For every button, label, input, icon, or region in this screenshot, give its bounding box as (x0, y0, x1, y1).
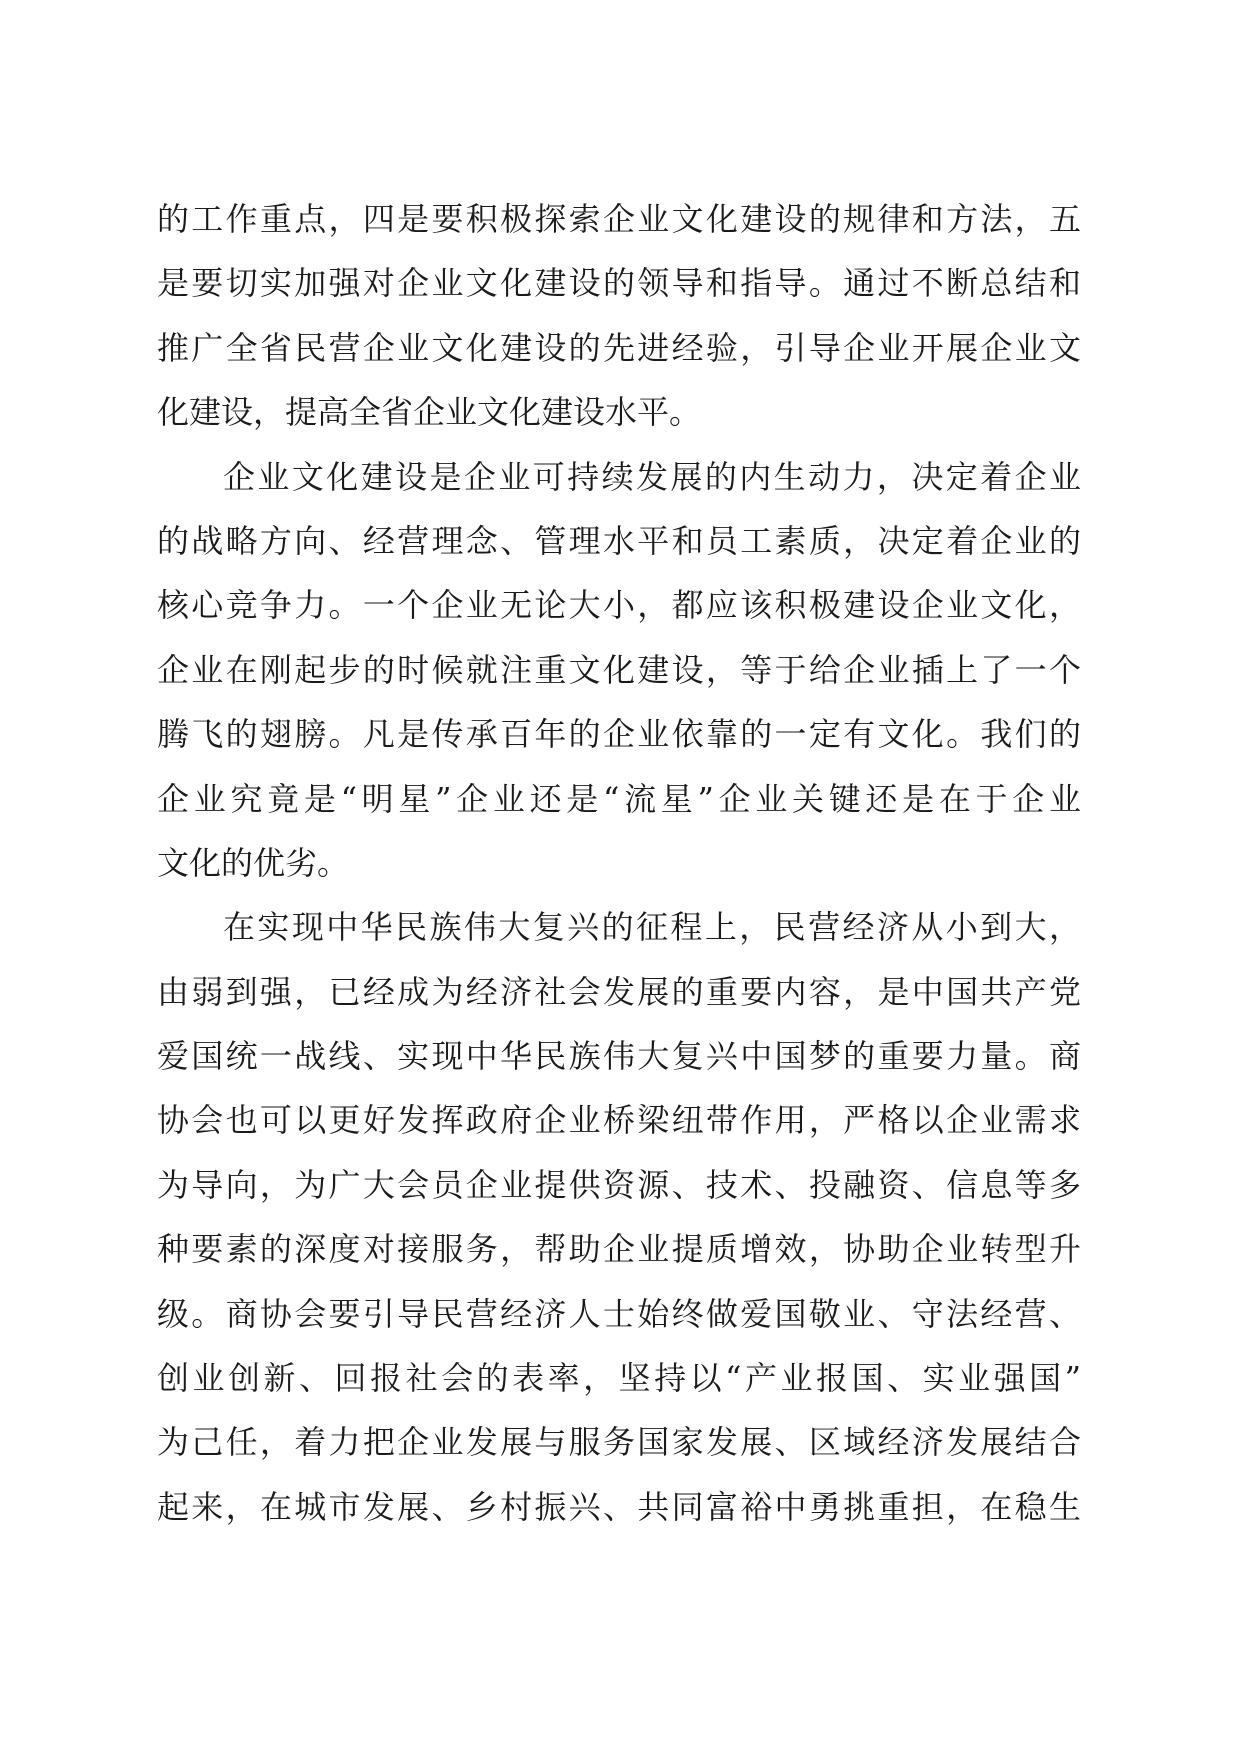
text-line: 企业究竟是“明星”企业还是“流星”企业关键还是在于企业 (157, 779, 1081, 818)
text-line: 的工作重点，四是要积极探索企业文化建设的规律和方法，五 (157, 200, 1081, 238)
text-line: 为己任，着力把企业发展与服务国家发展、区域经济发展结合 (157, 1423, 1081, 1462)
text-line: 种要素的深度对接服务，帮助企业提质增效，协助企业转型升 (157, 1230, 1081, 1269)
text-line: 文化的优劣。 (157, 843, 350, 882)
text-line: 企业文化建设是企业可持续发展的内生动力，决定着企业 (223, 457, 1081, 496)
text-line: 推广全省民营企业文化建设的先进经验，引导企业开展企业文 (157, 328, 1081, 367)
paragraph (157, 445, 1081, 896)
paragraph (157, 895, 1081, 1539)
text-line: 的战略方向、经营理念、管理水平和员工素质，决定着企业的 (157, 521, 1081, 560)
document-body (157, 187, 1081, 1539)
text-line: 协会也可以更好发挥政府企业桥梁纽带作用，严格以企业需求 (157, 1101, 1081, 1140)
text-line: 企业在刚起步的时候就注重文化建设，等于给企业插上了一个 (157, 650, 1081, 689)
text-line: 化建设，提高全省企业文化建设水平。 (157, 393, 702, 432)
text-line: 由弱到强，已经成为经济社会发展的重要内容，是中国共产党 (157, 972, 1081, 1011)
text-line: 在实现中华民族伟大复兴的征程上，民营经济从小到大， (223, 908, 1081, 947)
text-line: 是要切实加强对企业文化建设的领导和指导。通过不断总结和 (157, 264, 1081, 303)
text-line: 创业创新、回报社会的表率，坚持以“产业报国、实业强国” (157, 1359, 1081, 1398)
paragraph (157, 187, 1081, 445)
text-line: 级。商协会要引导民营经济人士始终做爱国敬业、守法经营、 (157, 1294, 1081, 1333)
text-line: 核心竞争力。一个企业无论大小，都应该积极建设企业文化， (157, 586, 1081, 625)
text-line: 起来，在城市发展、乡村振兴、共同富裕中勇挑重担，在稳生 (157, 1487, 1081, 1526)
text-line: 为导向，为广大会员企业提供资源、技术、投融资、信息等多 (157, 1165, 1081, 1204)
text-line: 爱国统一战线、实现中华民族伟大复兴中国梦的重要力量。商 (157, 1037, 1081, 1076)
text-line: 腾飞的翅膀。凡是传承百年的企业依靠的一定有文化。我们的 (157, 715, 1081, 754)
